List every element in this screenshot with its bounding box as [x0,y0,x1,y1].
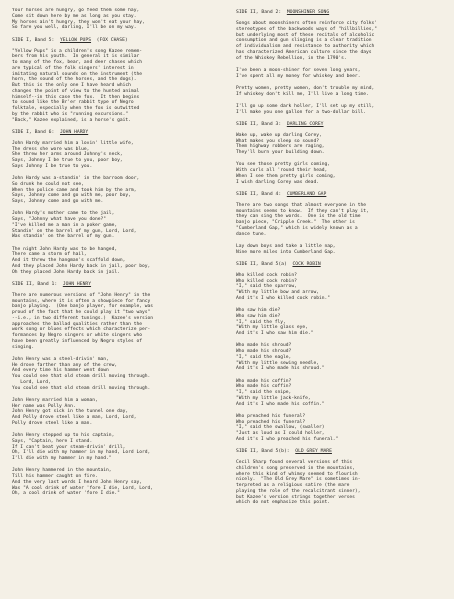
text-line: Come sit down here by me as long as you stay. [12,13,137,19]
section-label: SIDE II, Band 4: [236,191,287,197]
text-block [236,86,446,98]
text-line: have been greatly influenced by Negro styles of [12,338,142,344]
text-line: Who saw him die? [236,308,281,313]
text-block [236,460,446,506]
section-heading-cumberland-gap [236,192,446,198]
text-line: When I see them pretty girls coming, [236,173,336,179]
text-line: of individualism and resistance to authority which [236,44,375,49]
text-line: bers from his youth. In general it is similar [12,54,140,60]
text-line: horn, the sound of the horses, and the dogs). [12,77,137,83]
section-heading-darling-corey [236,122,446,128]
text-line: by the rabbit who is "running excursions." [12,111,129,117]
text-line: Who made his coffin? [236,384,292,390]
text-line: mountains seems to know. If they can't play it, [236,208,369,214]
text-line: banjo playing. (One banjo player, for example, was [12,304,154,310]
text-line: work song or blues effects which characterize per- [12,327,151,333]
text-line: banjo piece, "Cripple Creek." The other is [236,220,355,225]
text-line: John Henry married him a woman, [12,397,98,403]
text-line: to many of the fox, bear, and deer chases which [12,60,142,65]
text-line: proud of the fact that he could play it "two ways" [12,310,151,315]
text-line: "Just as loud as I could holler, [236,431,325,436]
text-line: Cecil Sharp found several versions of this [236,460,353,465]
text-line: You see those pretty girls coming, [236,162,331,168]
text-line: And they placed John Hardy back in jail, poor boy, [12,263,151,269]
section-heading-old-grey-mare [236,449,446,455]
text-line: Nine more miles into Cumberland Gap. [236,249,336,255]
text-line: "I," said the eagle, [236,354,292,360]
text-line: John Henry was a steel-drivin' man, [12,356,109,362]
text-line: "I," said the snipe, [236,390,292,395]
text-line: I'll die with my hammer in my hand." [12,456,112,461]
text-line: "Cumberland Gap," which is widely known as a [236,225,358,231]
text-line: singing. [12,344,35,350]
text-line: Who made his coffin? [236,378,292,384]
text-line: Oh, I'll die with my hammer in my hand, Lord Lord, [12,450,151,456]
text-line: John Henry hammered in the mountain, [12,468,112,474]
text-block [12,8,222,31]
text-line: And it's I who killed cock robin." [236,295,331,301]
text-line: they can sing the words. One is the old time [236,214,361,220]
text-line: You could see that old steam drill moving through. [12,374,151,379]
text-line: Who preached his funeral? [236,413,306,419]
text-line: "With my little glass eye, [236,325,308,331]
text-line: mountains, where it is often a showpiece for fancy [12,298,151,304]
text-line: "I," said the sparrow, [236,284,297,290]
right-column [236,8,446,599]
text-block [236,162,446,185]
text-block [12,49,222,124]
text-line: If whiskey don't kill me, I'll live a long time. [236,91,369,97]
text-line: But this is the only one I have heard which [12,83,131,88]
text-line: are typical of the folk singers' interest in [12,65,134,71]
text-block [236,133,446,156]
text-line: Who made his shroud? [236,349,292,354]
text-line: I'll make you one gallon for a two-dollar bill. [236,109,366,115]
text-line: Pretty women, pretty women, don't trouble my mind, [236,85,375,91]
text-line: So drunk he could not see, [12,181,84,187]
text-block [236,21,446,61]
text-line: "I," said the fly, [236,319,286,325]
text-line: has characterized American culture since the days [236,49,372,55]
text-line: John Henry stepped up to his captain, [12,433,115,438]
text-line: changes the point of view to the hunted animal [12,88,140,94]
text-line: to sound like the Br'er rabbit type of Negro [12,100,134,106]
text-line: Songs about moonshiners often reinforce city folks' [236,21,378,26]
section-label: SIDE I, Band 5: [12,37,60,43]
text-block [236,379,446,408]
text-line: Says, Johnny come and go with me, poor boy, [12,193,131,199]
text-line: Oh, a cool drink of water 'fore I die." [12,491,120,497]
text-line: Polly drove steel like a man. [12,420,93,426]
text-block [236,203,446,238]
text-line: "Back," Kazee explained, is a horse's gait. [12,117,131,123]
text-line: He drove farther than any of the crew, [12,362,118,368]
text-line: Your horses are hungry, go feed them some hay, [12,8,140,13]
text-line: Lay down boys and take a little nap, [236,243,336,249]
text-line: of the Whiskey Rebellion, in the 1790's. [236,55,347,61]
text-line: Who saw him die? [236,313,281,319]
text-block [236,343,446,372]
text-line: approaches the ballad qualities rather than the [12,321,142,327]
section-label: SIDE I, Band 6: [12,129,60,135]
section-label: SIDE II, Band 5(b): [236,449,296,454]
section-heading-yellow-pups [12,38,222,44]
text-line: And it's I who preached his funeral." [236,436,339,442]
text-block [236,414,446,443]
text-line: where this kind of whimsy seemed to flourish [236,471,358,477]
text-line: Oh they placed John Hardy back in jail. [12,269,120,275]
text-line: And it threw the hangman's scaffold down, [12,258,126,263]
song-title: JOHN HARDY [59,129,89,135]
text-line: I've been a moon-shiner for seven long years, [236,67,361,73]
text-line: but underlying most of these recitals of alcoholic [236,32,375,38]
text-line: himself--in this case the fox. It then begins [12,94,140,100]
text-line: Standin' on the barrel of my gun, Lord, Lord, [12,228,137,234]
text-line: formances by Negro singers or white singers who [12,333,142,338]
text-block [236,68,446,80]
text-line: "With my little sewing needle, [236,360,319,366]
section-heading-john-henry [12,282,222,288]
text-block [12,141,222,170]
text-block [12,398,222,427]
text-block [236,308,446,337]
song-title: MOONSHINER SONG [286,10,330,15]
section-heading-cock-robin [236,262,446,268]
text-line: Was "A cool drink of water 'fore I die, Lord, Lord, [12,485,154,491]
text-line: "With my little bow and arrow, [236,290,319,295]
text-line: And it's I who saw him die." [236,331,314,336]
text-line: "Yellow Pups" is a children's song Kazee remem- [12,48,142,54]
text-line: Who preached his funeral? [236,419,306,425]
section-label: SIDE II, Band 3: [236,121,287,127]
text-line: Wake up, wake up darling Corey, [236,132,322,138]
text-line: When the police came and took him by the arm, [12,187,137,193]
text-line: And it's I who made his coffin." [236,401,325,407]
text-line: They'll burn your building down. [236,150,325,155]
text-line: consumption and gun slinging is a clear tradition [236,38,372,44]
text-line: but Kazee's version strings together verses [236,494,355,500]
text-line: "I," said the swallow, (swaller) [236,425,325,431]
text-line: Says, Johnny come and go with me. [12,199,104,204]
text-line: She threw her arms around Johnny's neck, [12,152,123,158]
text-line: My horses ain't hungry, they won't eat your hay, [12,19,145,25]
text-line: Says, Johnny I be true to you, poor boy, [12,158,123,163]
text-line: children's song preserved in the mountains, [236,465,355,471]
song-title: JOHN HENRY [62,281,92,287]
text-line: Who killed cock robin? [236,272,297,278]
song-title: COCK ROBIN [292,261,321,267]
text-line: Who killed cock robin? [236,278,297,284]
text-line: I wish darling Corey was dead. [236,179,319,185]
text-line: There are two songs that almost everyone in the [236,202,366,208]
text-line: John Hardy's mother came to the jail, [12,211,115,217]
text-line: There came a storm of hail, [12,252,87,258]
section-label: SIDE II, Band 5(a) [236,261,293,267]
text-line: stereotypes of the backwoods ways of "hillbillies," [236,26,378,32]
text-line: Who made his shroud? [236,343,292,349]
text-line: If I can't beat your steam-drivin' drill, [12,444,126,450]
text-line: Was standin' on the barrel of my gun. [12,234,115,240]
text-block [236,273,446,302]
text-line: imitating natural sounds on the instrument (the [12,71,142,77]
text-line: John Henry got sick in the tunnel one day, [12,409,129,415]
text-block [236,104,446,116]
text-line: --i.e., in two different tunings.) Kazee's version [12,315,154,321]
text-line: playing the role of the recalcitrant sinner), [236,488,361,494]
text-line: And Polly drove steel like a man, Lord, Lord, [12,415,137,420]
text-line: "With my little jack-knife, [236,395,311,401]
section-label: SIDE II, Band 2: [236,10,287,15]
text-block [236,244,446,256]
text-line: I'll go up some dark holler, I'll set up my still, [236,103,375,109]
song-title: YELLOW PUPS [59,37,92,43]
text-line: Them highway robbers are raging, [236,144,325,150]
text-line: nicely. "The Old Grey Mare" is sometimes in- [236,477,361,483]
text-line: Till his hammer caught on fire. [12,474,98,479]
text-block [12,357,222,392]
text-line: Says Johnny I be true to you. [12,163,93,169]
text-line: I've spent all my money for whiskey and beer. [236,73,361,79]
text-line: With curls all 'round their head, [236,168,328,173]
text-line: which do not emphasize this point. [236,500,331,506]
text-line: There are numerous versions of "John Henry" in the [12,292,151,298]
text-line: And it's I who made his shroud." [236,366,325,372]
text-line: And every time his hammer went down [12,368,109,374]
text-block [12,468,222,497]
section-heading-john-hardy [12,130,222,136]
text-line: folktale, especially when the fox is outwitted [12,106,140,111]
text-line: The dress she wore was blue, [12,146,90,152]
song-subtitle: (FOX CHASE) [91,37,128,43]
text-line: So fare you well, darling, I'll be on my way. [12,25,137,31]
text-line: John Hardy was a-standin' in the barroom door, [12,176,140,181]
text-line: And the very last words I heard John Henry say, [12,479,142,485]
text-line: What makes you sleep so sound? [236,138,319,144]
text-block [12,293,222,351]
text-line: Says, "Johnny what have you done?" [12,217,107,222]
text-line: Lord, Lord, [12,379,51,385]
left-column [12,8,222,599]
text-block [12,433,222,462]
song-title: OLD GREY MARE [295,449,332,454]
song-title: DARLING COREY [286,121,324,127]
text-line: Says, "Captain, here I stand. [12,438,93,444]
section-label: SIDE II, Band 1: [12,281,63,287]
section-heading-moonshiner-song [236,10,446,16]
text-block [12,247,222,276]
text-line: The night John Hardy was to be hanged, [12,246,118,252]
text-line: "I've killed me a man in a poker game, [12,222,118,228]
text-line: John Hardy married him a lovin' little wife, [12,140,134,146]
song-title: CUMBERLAND GAP [286,191,327,197]
text-block [12,176,222,205]
text-line: You could see that old steam drill moving through. [12,385,151,391]
text-line: dance tune. [236,231,267,237]
text-line: Her name was Polly Ann. [12,403,76,409]
text-block [12,211,222,240]
text-line: terpreted as a religious satire (the mare [236,483,350,488]
